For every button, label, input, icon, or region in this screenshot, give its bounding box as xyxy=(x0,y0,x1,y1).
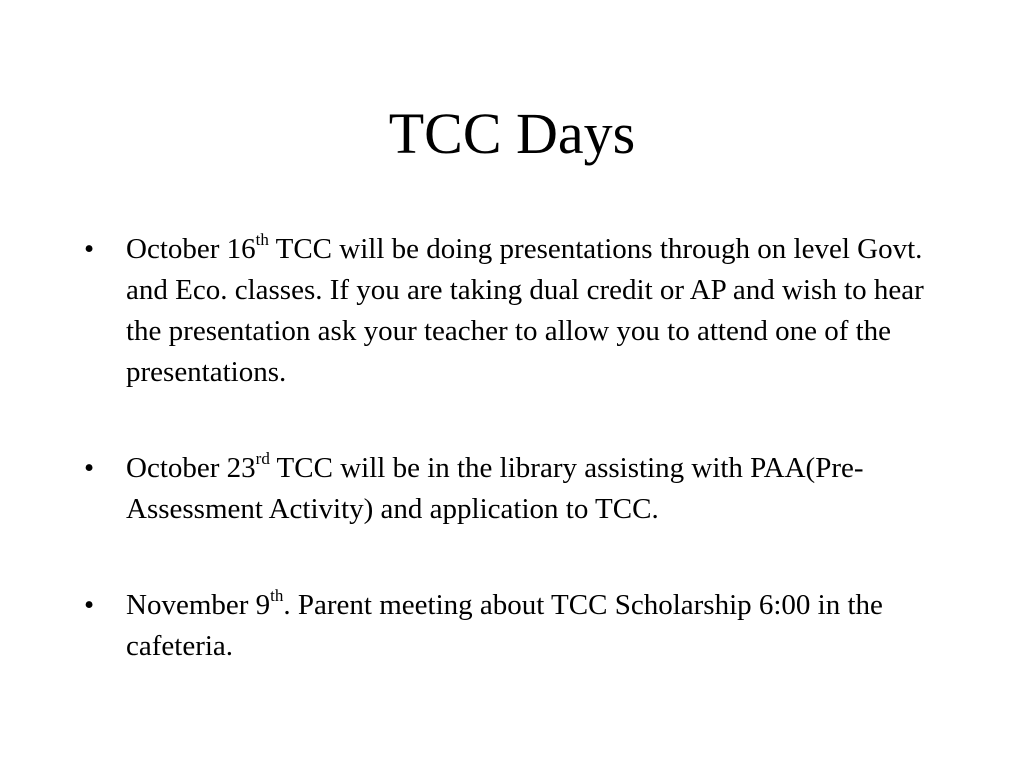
bullet-date-suffix: rd xyxy=(255,449,270,468)
bullet-text: . Parent meeting about TCC Scholarship 6:00 in the cafeteria. xyxy=(126,589,883,662)
bullet-item xyxy=(82,229,962,393)
bullet-date: October 23 xyxy=(126,452,256,484)
bullet-marker: • xyxy=(84,452,95,484)
bullet-list xyxy=(82,229,962,722)
bullet-date: November 9 xyxy=(126,589,271,621)
bullet-item xyxy=(82,448,962,530)
bullet-date: October 16 xyxy=(126,233,256,265)
bullet-date-suffix: th xyxy=(255,230,269,249)
bullet-marker: • xyxy=(84,233,95,265)
slide-title: TCC Days xyxy=(388,101,636,166)
bullet-marker: • xyxy=(84,589,95,621)
bullet-item xyxy=(82,585,962,667)
bullet-text: TCC will be in the library assisting with PAA(Pre-Assessment Activity) and application to TCC. xyxy=(126,452,864,525)
bullet-date-suffix: th xyxy=(270,586,284,605)
bullet-text: TCC will be doing presentations through on level Govt. and Eco. classes. If you are taking dual credit or AP and wish to hear the presentation ask your teacher to allow you to attend one of the presentations. xyxy=(126,233,924,388)
